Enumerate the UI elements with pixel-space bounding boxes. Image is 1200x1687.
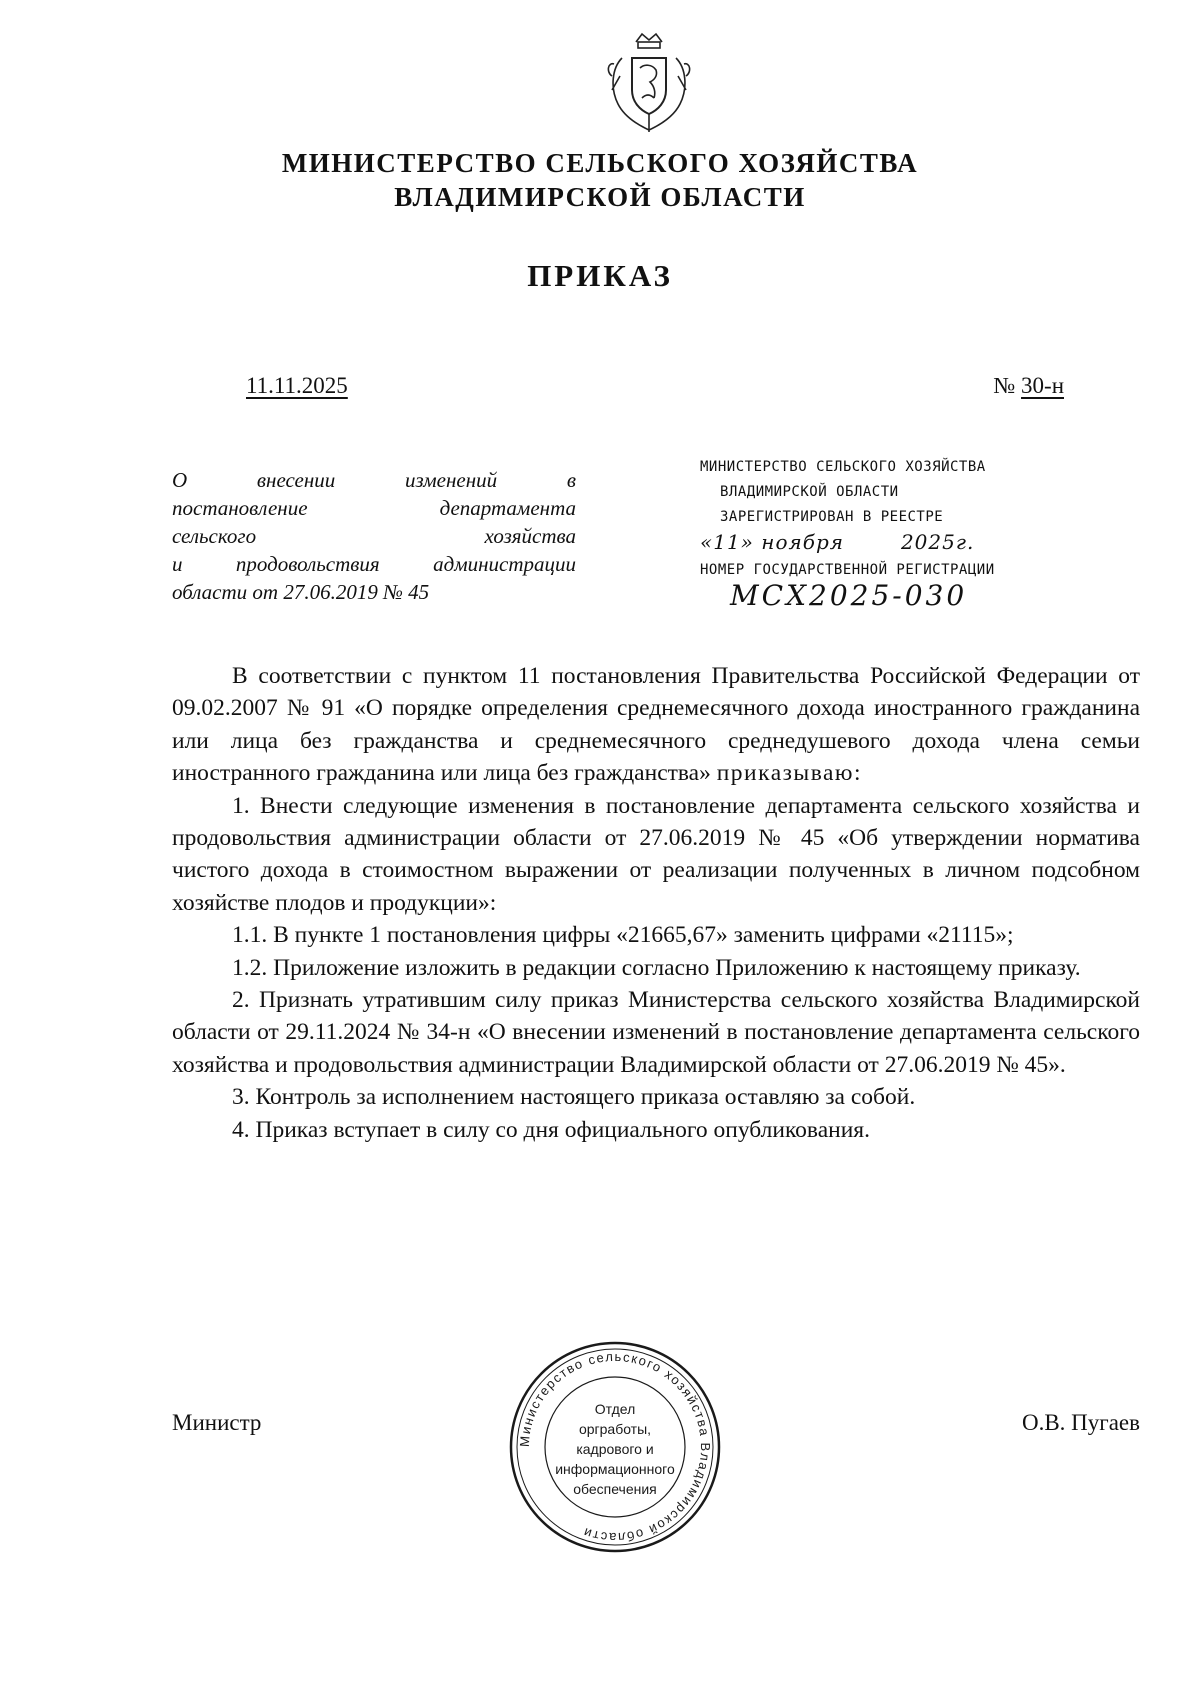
subject-line: и продовольствия администрации (172, 552, 576, 576)
order-body (172, 660, 1140, 1146)
signatory-position: Министр (172, 1410, 262, 1435)
preamble-text: В соответствии с пунктом 11 постановления Правительства Российской Федерации от 09.02.2007 № 91 «О порядке определения среднемесячного дохода иностранного гражданина или лица без гражданства и среднемесячного среднедушевого дохода члена семьи иностранного гражданина или лица без гражданства» (172, 663, 1140, 787)
coat-of-arms-emblem (602, 28, 696, 138)
body-paragraph: 3. Контроль за исполнением настоящего приказа оставляю за собой. (232, 1084, 916, 1111)
registration-stamp-line: ВЛАДИМИРСКОЙ ОБЛАСТИ (720, 484, 899, 500)
document-type-title: ПРИКАЗ (527, 258, 673, 293)
body-paragraph: 1.2. Приложение изложить в редакции согласно Приложению к настоящему приказу. (232, 954, 1081, 981)
order-number-prefix: № (993, 373, 1016, 398)
body-paragraph: 2. Признать утратившим силу приказ Министерства сельского хозяйства Владимирской области от 29.11.2024 № 34-н «О внесении изменений в постановление департамента сельского хозяйства и продовольствия администрации Владимирской области от 27.06.2019 № 45». (172, 987, 1140, 1078)
subject-line: постановление департамента (172, 496, 576, 520)
registration-stamp-line: ЗАРЕГИСТРИРОВАН В РЕЕСТРЕ (720, 509, 944, 525)
signatory-name: О.В. Пугаев (1021, 1410, 1140, 1435)
order-subject (172, 466, 576, 606)
seal-center-line: информационного (555, 1461, 675, 1477)
registration-stamp-line: НОМЕР ГОСУДАРСТВЕННОЙ РЕГИСТРАЦИИ (700, 562, 995, 578)
registration-year-handwritten: 2025г. (900, 530, 975, 554)
ministry-name-line2: ВЛАДИМИРСКОЙ ОБЛАСТИ (394, 182, 806, 212)
seal-center-line: обеспечения (573, 1481, 657, 1497)
order-number (993, 373, 1064, 399)
order-number-value: 30-н (1021, 373, 1064, 398)
subject-line: О внесении изменений в (172, 468, 576, 492)
seal-center-line: кадрового и (576, 1441, 654, 1457)
order-date: 11.11.2025 (246, 373, 348, 398)
registration-number-handwritten: МСХ2025-030 (730, 579, 968, 612)
subject-line: области от 27.06.2019 № 45 (172, 580, 430, 604)
body-paragraph (172, 660, 1140, 790)
order-verb: приказываю: (716, 760, 863, 787)
ministry-name-line1: МИНИСТЕРСТВО СЕЛЬСКОГО ХОЗЯЙСТВА (281, 148, 919, 178)
official-seal (508, 1340, 722, 1554)
body-paragraph: 4. Приказ вступает в силу со дня официального опубликования. (232, 1116, 870, 1143)
body-paragraph: 1.1. В пункте 1 постановления цифры «21665,67» заменить цифрами «21115»; (232, 922, 1014, 949)
seal-ring-text: Министерство сельского хозяйства Владимирской области (516, 1348, 714, 1546)
registration-stamp-line: МИНИСТЕРСТВО СЕЛЬСКОГО ХОЗЯЙСТВА (700, 459, 986, 475)
body-paragraph: 1. Внести следующие изменения в постановление департамента сельского хозяйства и продовольствия администрации области от 27.06.2019 № 45 «Об утверждении норматива чистого дохода в стоимостном выражении от реализации полученных в личном подсобном хозяйстве плодов и продукции»: (172, 792, 1140, 916)
registration-date-handwritten: «11» ноября (700, 530, 844, 554)
subject-line: сельского хозяйства (172, 524, 576, 548)
registration-stamp (700, 455, 1060, 612)
seal-center-line: оргработы, (578, 1421, 652, 1437)
seal-center-line: Отдел (594, 1401, 636, 1417)
